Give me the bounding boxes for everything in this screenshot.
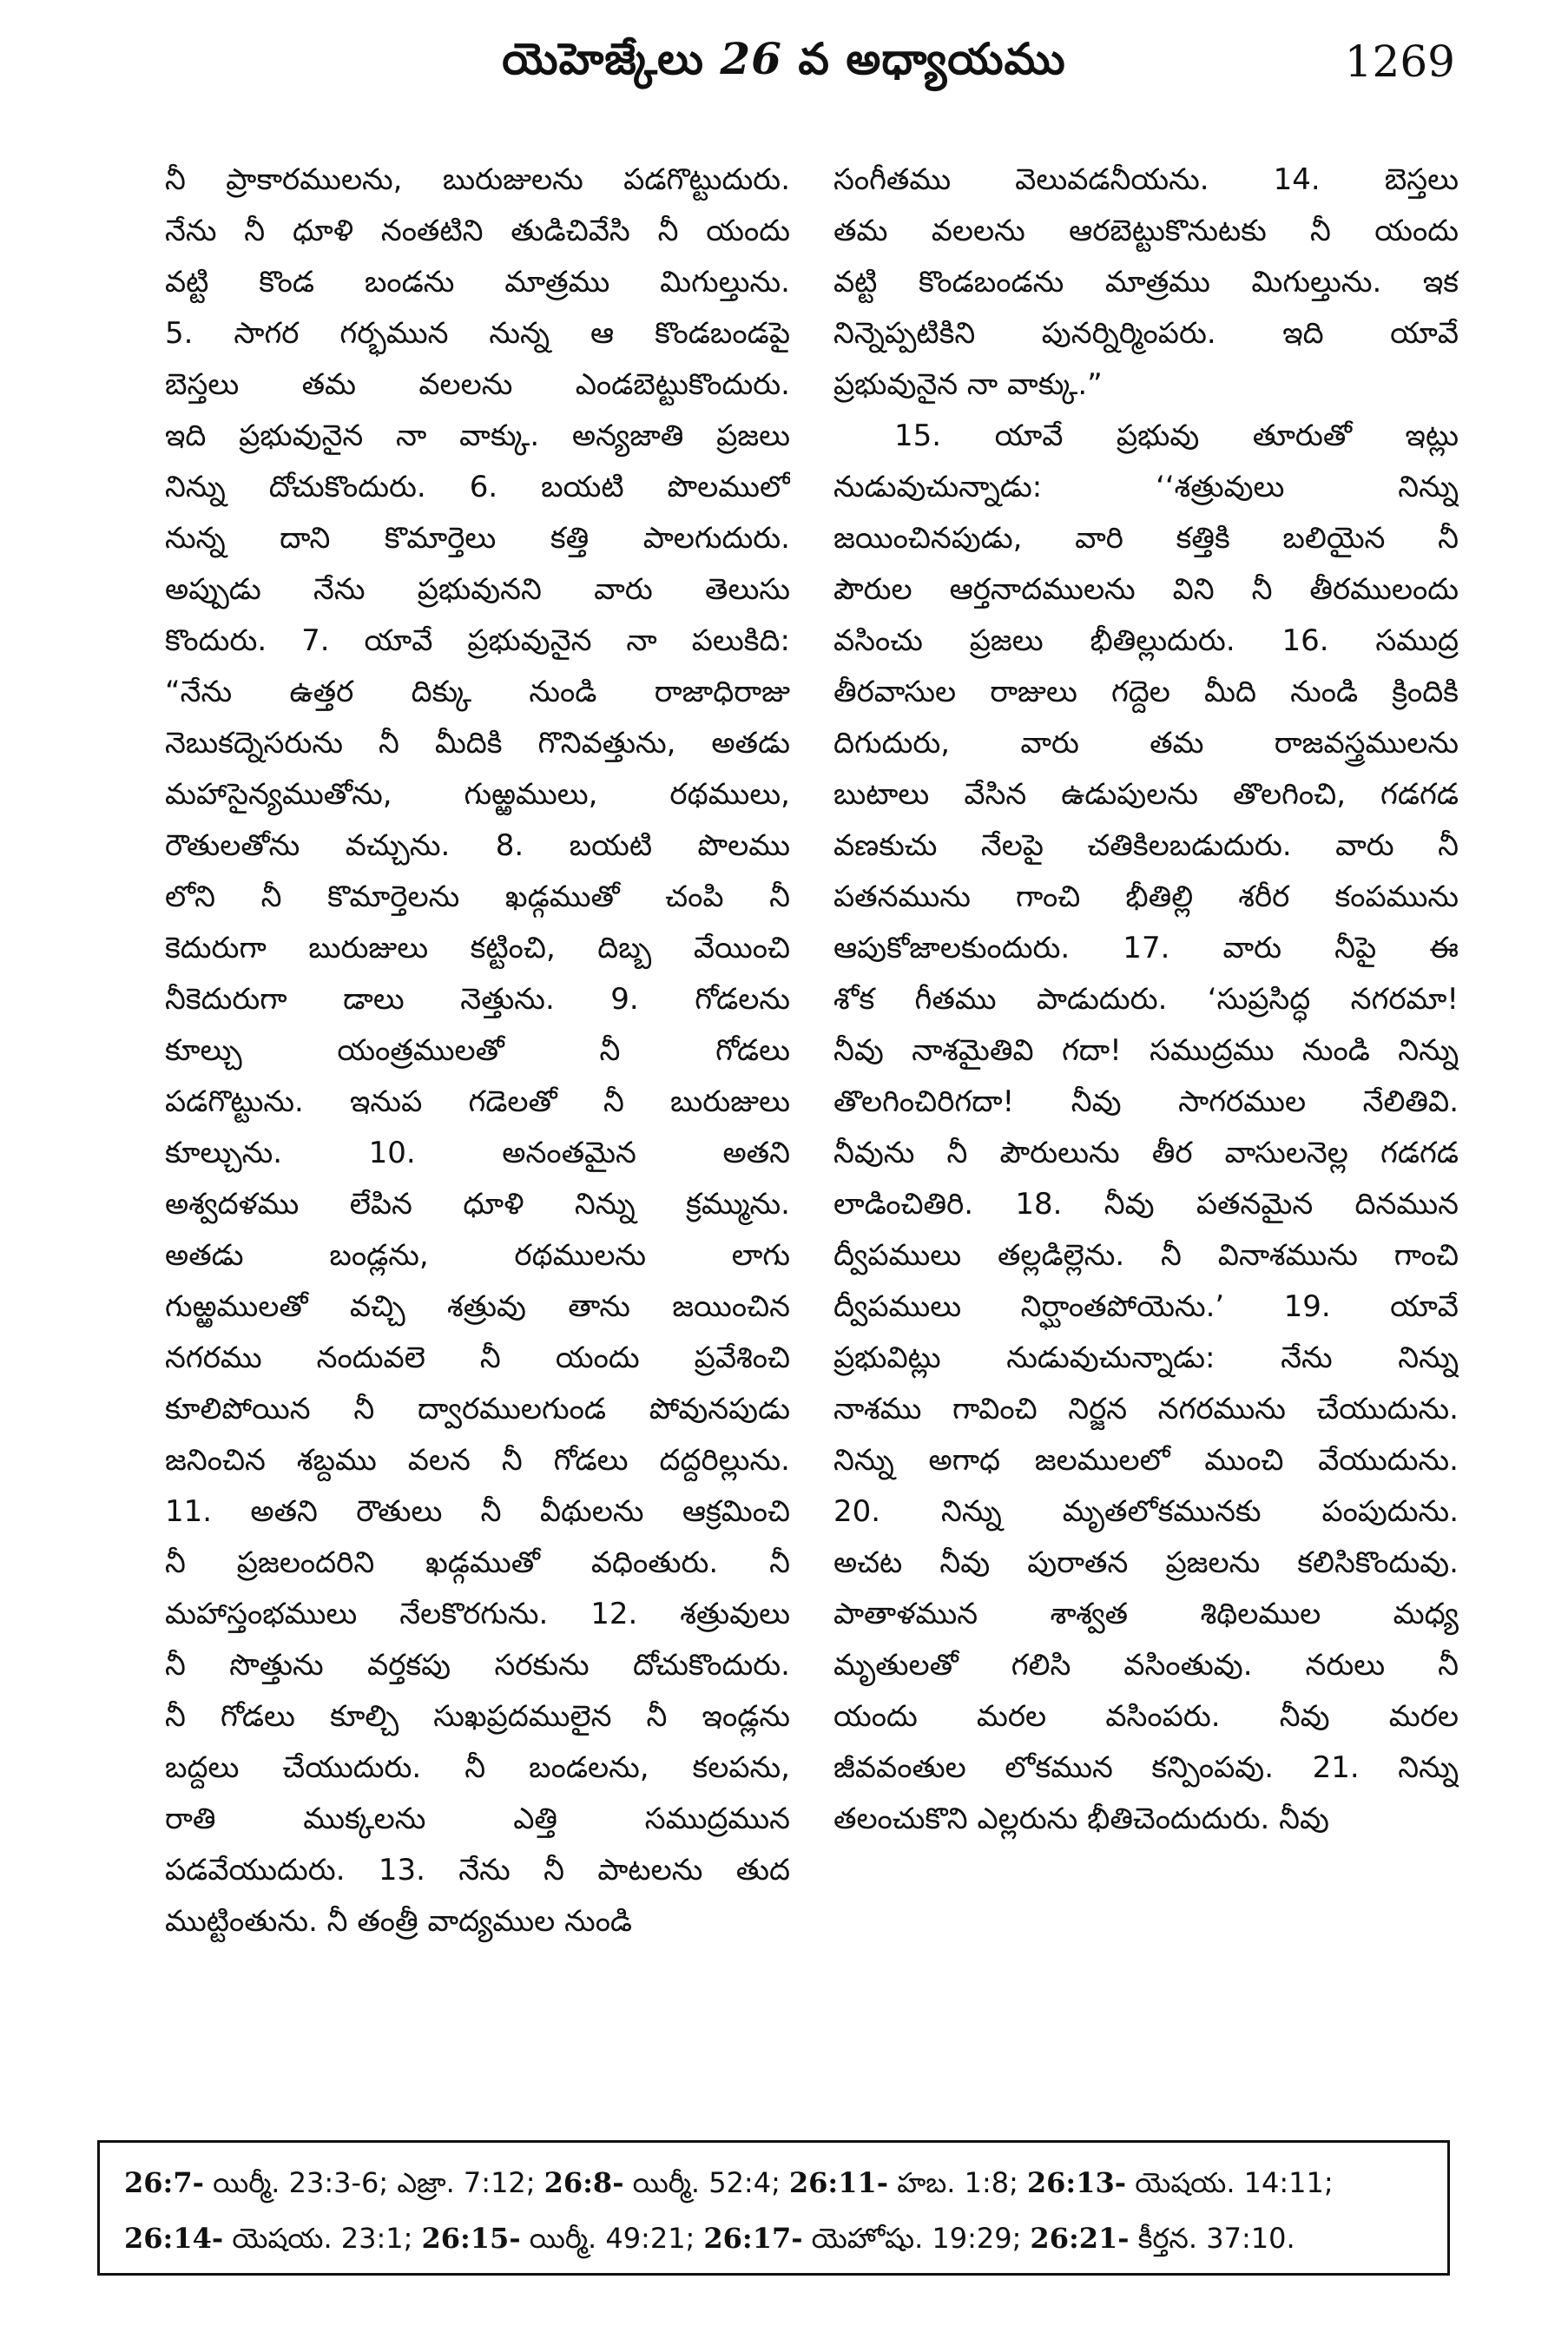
text-line: నుడువుచున్నాడు: ‘‘శత్రువులు నిన్ను (833, 470, 1459, 504)
text-line: ప్రభువునైన నా వాక్కు.” (833, 367, 1103, 402)
text-line: తొలగించిరిగదా! నీవు సాగరముల నేలితివి. (833, 1084, 1459, 1119)
page-number: 1269 (1344, 36, 1455, 87)
text-line: మహాసైన్యముతోను, గుఱ్ఱములు, రథములు, (165, 777, 790, 812)
reference-text: యెషయ. 23:1; (223, 2222, 413, 2255)
text-line: 15. యావే ప్రభువు తూరుతో ఇట్లు (894, 418, 1459, 453)
text-line: నున్న దాని కొమార్తెలు కత్తి పాలగుదురు. (165, 521, 790, 556)
text-line: వట్టి కొండబండను మాత్రము మిగుల్తును. ఇక (833, 265, 1459, 300)
text-line: జనించిన శబ్దము వలన నీ గోడలు దద్దరిల్లును. (165, 1443, 790, 1478)
text-line: అశ్వదళము లేపిన ధూళి నిన్ను క్రమ్మును. (165, 1187, 790, 1222)
text-line: అతడు బండ్లను, రథములను లాగు (165, 1238, 790, 1273)
text-line: అచట నీవు పురాతన ప్రజలను కలిసికొందువు. (833, 1545, 1459, 1580)
verse-ref: 26:11- (788, 2166, 889, 2199)
reference-text: యెషయ. 14:11; (1126, 2166, 1334, 2199)
text-line: రౌతులతోను వచ్చును. 8. బయటి పొలము (165, 828, 790, 863)
text-line: నిన్నెప్పటికిని పునర్నిర్మింపరు. ఇది యావే (833, 316, 1459, 351)
book-name: యెహెజ్కేలు (502, 34, 704, 84)
text-line: పడగొట్టును. ఇనుప గడెలతో నీ బురుజులు (165, 1084, 790, 1119)
text-line: వసించు ప్రజలు భీతిల్లుదురు. 16. సముద్ర (833, 623, 1459, 658)
verse-ref: 26:7- (124, 2166, 204, 2199)
text-line: కూలిపోయిన నీ ద్వారములగుండ పోవునపుడు (165, 1392, 790, 1426)
text-line: నేను నీ ధూళి నంతటిని తుడిచివేసి నీ యందు (165, 214, 790, 248)
reference-text: కీర్తన. 37:10. (1129, 2222, 1295, 2255)
verse-ref: 26:15- (421, 2222, 521, 2255)
reference-text: యెహోషు. 19:29; (802, 2222, 1022, 2255)
text-line: అప్పుడు నేను ప్రభువునని వారు తెలుసు (165, 572, 790, 607)
verse-ref: 26:8- (544, 2166, 624, 2199)
verse-ref: 26:14- (124, 2222, 224, 2255)
text-line: ప్రభువిట్లు నుడువుచున్నాడు: నేను నిన్ను (833, 1341, 1459, 1375)
reference-text: యిర్మీ. 49:21; (520, 2222, 695, 2255)
text-line: పౌరుల ఆర్తనాదములను విని నీ తీరములందు (833, 572, 1459, 607)
left-column (165, 155, 790, 2108)
text-line: మృతులతో గలిసి వసింతువు. నరులు నీ (833, 1648, 1459, 1683)
running-title (0, 33, 1568, 96)
text-line: నగరము నందువలె నీ యందు ప్రవేశించి (165, 1341, 790, 1375)
text-line: ద్వీపములు తల్లడిల్లెను. నీ వినాశమును గాంచి (833, 1238, 1459, 1273)
text-line: కొందురు. 7. యావే ప్రభువునైన నా పలుకిది: (165, 623, 790, 658)
text-line: లాడించితిరి. 18. నీవు పతనమైన దినమున (833, 1187, 1459, 1222)
text-line: జీవవంతుల లోకమున కన్పింపవు. 21. నిన్ను (833, 1750, 1459, 1785)
text-line: నెబుకద్నెసరును నీ మీదికి గొనివత్తును, అతడు (165, 726, 790, 761)
text-line: 5. సాగర గర్భమున నున్న ఆ కొండబండపై (165, 316, 790, 351)
text-line: తీరవాసుల రాజులు గద్దెల మీది నుండి క్రిందికి (833, 675, 1459, 709)
text-line: నీవును నీ పౌరులును తీర వాసులనెల్ల గడగడ (833, 1136, 1459, 1170)
text-line: కూల్చును. 10. అనంతమైన అతని (165, 1136, 790, 1170)
text-line: బుటాలు వేసిన ఉడుపులను తొలగించి, గడగడ (833, 777, 1459, 812)
cross-reference-line (124, 2210, 1423, 2266)
text-line: బద్దలు చేయుదురు. నీ బండలను, కలపను, (165, 1750, 790, 1785)
text-line: కూల్చు యంత్రములతో నీ గోడలు (165, 1033, 790, 1068)
cross-reference-line (124, 2155, 1423, 2210)
text-line: జయించినపుడు, వారి కత్తికి బలియైన నీ (833, 521, 1459, 556)
right-column (833, 155, 1459, 2108)
text-line: నిన్ను అగాధ జలములలో ముంచి వేయుదును. (833, 1443, 1459, 1478)
text-line: ఇది ప్రభువునైన నా వాక్కు. అన్యజాతి ప్రజలు (165, 418, 790, 453)
text-line: యందు మరల వసింపరు. నీవు మరల (833, 1699, 1459, 1734)
text-line: నీవు నాశమైతివి గదా! సముద్రము నుండి నిన్ను (833, 1033, 1459, 1068)
reference-text: యిర్మీ. 23:3-6; ఎజ్రా. 7:12; (203, 2166, 536, 2199)
text-line: దిగుదురు, వారు తమ రాజవస్త్రములను (833, 726, 1459, 761)
text-line: రాతి ముక్కలను ఎత్తి సముద్రమున (165, 1802, 790, 1836)
text-line: 11. అతని రౌతులు నీ వీథులను ఆక్రమించి (165, 1494, 790, 1529)
text-line: నీ ప్రజలందరిని ఖడ్గముతో వధింతురు. నీ (165, 1545, 790, 1580)
text-line: వణకుచు నేలపై చతికిలబడుదురు. వారు నీ (833, 828, 1459, 863)
text-line: నీ సొత్తును వర్తకపు సరకును దోచుకొందురు. (165, 1648, 790, 1683)
cross-reference-box (97, 2140, 1450, 2276)
chapter-word: వ అధ్యాయము (798, 34, 1066, 84)
text-line: ఆపుకోజాలకుందురు. 17. వారు నీపై ఈ (833, 931, 1459, 965)
text-line: నీ గోడలు కూల్చి సుఖప్రదములైన నీ ఇండ్లను (165, 1699, 790, 1734)
text-line: తలంచుకొని ఎల్లరును భీతిచెందుదురు. నీవు (833, 1802, 1329, 1836)
text-line: సంగీతము వెలువడనీయను. 14. బెస్తలు (833, 162, 1459, 197)
text-line: పాతాళమున శాశ్వత శిథిలముల మధ్య (833, 1597, 1459, 1631)
text-line: లోని నీ కొమార్తెలను ఖడ్గముతో చంపి నీ (165, 880, 790, 914)
text-line: కెదురుగా బురుజులు కట్టించి, దిబ్బ వేయించి (165, 931, 790, 965)
text-line: వట్టి కొండ బండను మాత్రము మిగుల్తును. (165, 265, 790, 300)
text-line: 20. నిన్ను మృతలోకమునకు పంపుదును. (833, 1494, 1459, 1529)
chapter-number: 26 (720, 33, 782, 84)
text-line: బెస్తలు తమ వలలను ఎండబెట్టుకొందురు. (165, 367, 790, 402)
text-line: నాశము గావించి నిర్జన నగరమును చేయుదును. (833, 1392, 1459, 1426)
page-header (0, 33, 1568, 111)
text-line: నిన్ను దోచుకొందురు. 6. బయటి పొలములో (165, 470, 790, 504)
text-line: ద్వీపములు నిర్ఘాంతపోయెను.’ 19. యావే (833, 1289, 1459, 1324)
text-line: పడవేయుదురు. 13. నేను నీ పాటలను తుద (165, 1853, 790, 1888)
text-line: నీకెదురుగా డాలు నెత్తును. 9. గోడలను (165, 982, 790, 1017)
verse-ref: 26:17- (703, 2222, 803, 2255)
text-line: పతనమును గాంచి భీతిల్లి శరీర కంపమును (833, 880, 1459, 914)
text-line: మహాస్తంభములు నేలకొరగును. 12. శత్రువులు (165, 1597, 790, 1631)
text-line: శోక గీతము పాడుదురు. ‘సుప్రసిద్ధ నగరమా! (833, 982, 1459, 1017)
text-columns (165, 155, 1459, 2108)
verse-ref: 26:21- (1030, 2222, 1130, 2255)
reference-text: హబ. 1:8; (888, 2166, 1018, 2199)
text-line: నీ ప్రాకారములను, బురుజులను పడగొట్టుదురు. (165, 162, 790, 197)
text-line: ముట్టింతును. నీ తంత్రీ వాద్యముల నుండి (165, 1904, 633, 1939)
text-line: “నేను ఉత్తర దిక్కు నుండి రాజాధిరాజు (165, 675, 790, 709)
verse-ref: 26:13- (1026, 2166, 1127, 2199)
reference-text: యిర్మీ. 52:4; (623, 2166, 781, 2199)
text-line: తమ వలలను ఆరబెట్టుకొనుటకు నీ యందు (833, 214, 1459, 248)
text-line: గుఱ్ఱములతో వచ్చి శత్రువు తాను జయించిన (165, 1289, 790, 1324)
